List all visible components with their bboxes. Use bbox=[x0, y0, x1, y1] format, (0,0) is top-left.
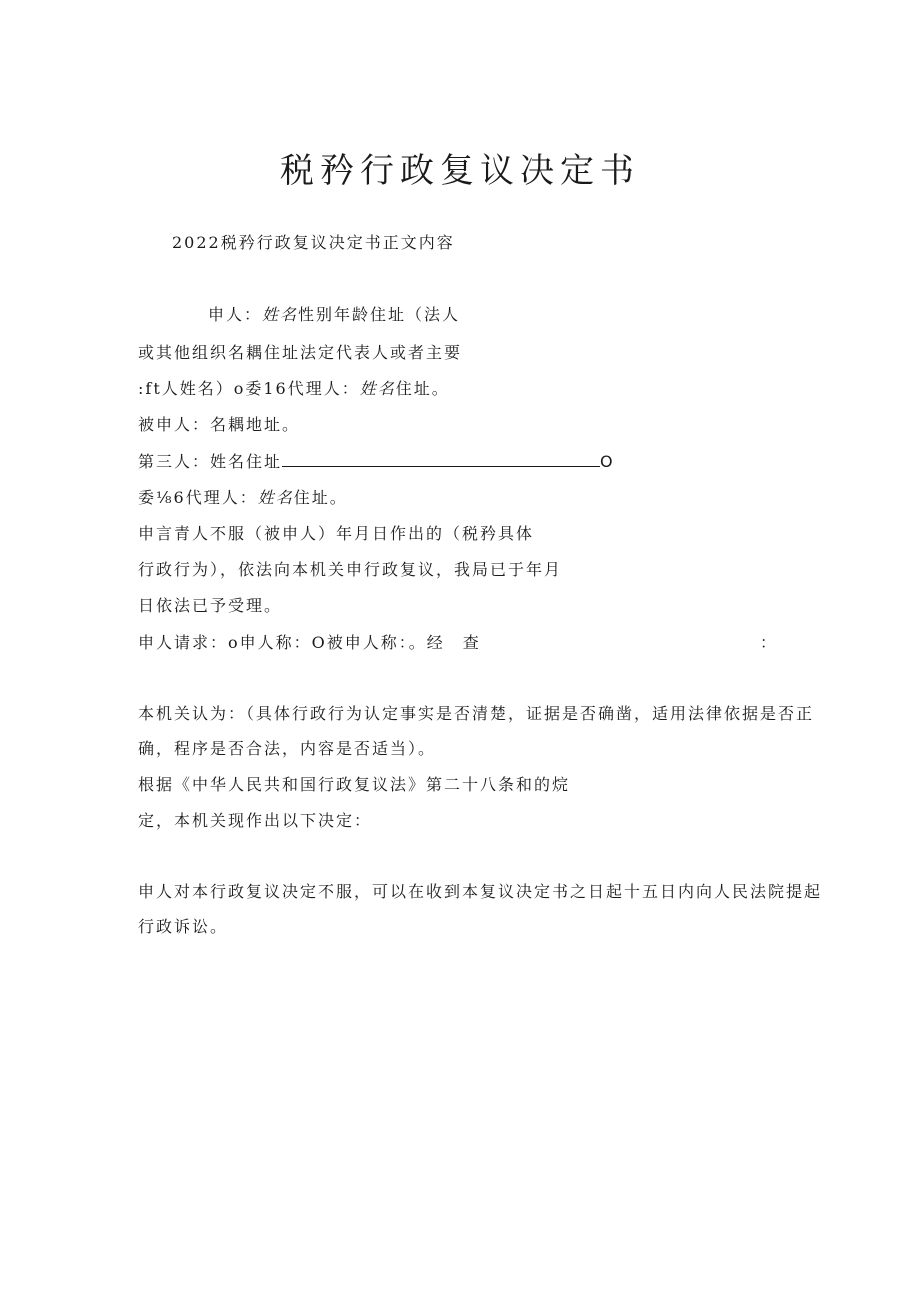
claims-trailing-colon: ： bbox=[760, 633, 779, 652]
third-party-blank bbox=[282, 452, 600, 467]
agent-address: 住址。 bbox=[395, 379, 450, 398]
basis-line-2: 定，本机关现作出以下决定： bbox=[138, 811, 373, 830]
third-party-agent-address: 住址。 bbox=[293, 488, 348, 507]
appeal-notice-line-2: 行政诉讼。 bbox=[138, 917, 229, 936]
applicant-line-continued: 或其他组织名耦住址法定代表人或者主要 bbox=[138, 343, 463, 362]
claims-line: 申人请求：o申人称：O被申人称：。经 查 bbox=[138, 633, 481, 652]
agent-name-placeholder: 姓名 bbox=[359, 379, 396, 398]
opinion-line-2: 确，程序是否合法，内容是否适当）。 bbox=[138, 739, 437, 758]
applicant-line bbox=[208, 304, 460, 326]
facts-line-2: 行政行为），依法向本机关申行政复议，我局已于年月 bbox=[138, 560, 563, 579]
third-party-agent-line bbox=[138, 487, 348, 509]
agent-label: :ft人姓名）o委16代理人： bbox=[138, 379, 360, 398]
facts-line-3: 日依法已予受理。 bbox=[138, 596, 283, 615]
applicant-details: 性别年龄住址（法人 bbox=[298, 305, 461, 324]
third-party-line bbox=[138, 451, 614, 473]
document-subtitle: 2022税矜行政复议决定书正文内容 bbox=[172, 233, 455, 252]
third-party-end-mark: O bbox=[600, 452, 614, 471]
applicant-label: 申人： bbox=[208, 305, 263, 324]
appeal-notice-line-1: 申人对本行政复议决定不服，可以在收到本复议决定书之日起十五日内向人民法院提起 bbox=[138, 882, 823, 901]
third-party-agent-label: 委⅛6代理人： bbox=[138, 488, 258, 507]
applicant-name-placeholder: 姓名 bbox=[262, 305, 299, 324]
document-title: 税矜行政复议决定书 bbox=[280, 151, 640, 191]
agent-line bbox=[138, 378, 450, 400]
third-party-agent-name-placeholder: 姓名 bbox=[257, 488, 294, 507]
facts-line-1: 申言青人不服（被申人）年月日作出的（税矜具体 bbox=[138, 524, 535, 543]
respondent-line: 被申人：名耦地址。 bbox=[138, 415, 301, 434]
opinion-line-1: 本机关认为：（具体行政行为认定事实是否清楚，证据是否确凿，适用法律依据是否正 bbox=[138, 704, 815, 723]
basis-line-1: 根据《中华人民共和国行政复议法》第二十八条和的烷 bbox=[138, 775, 571, 794]
third-party-label: 第三人：姓名住址 bbox=[138, 452, 283, 471]
